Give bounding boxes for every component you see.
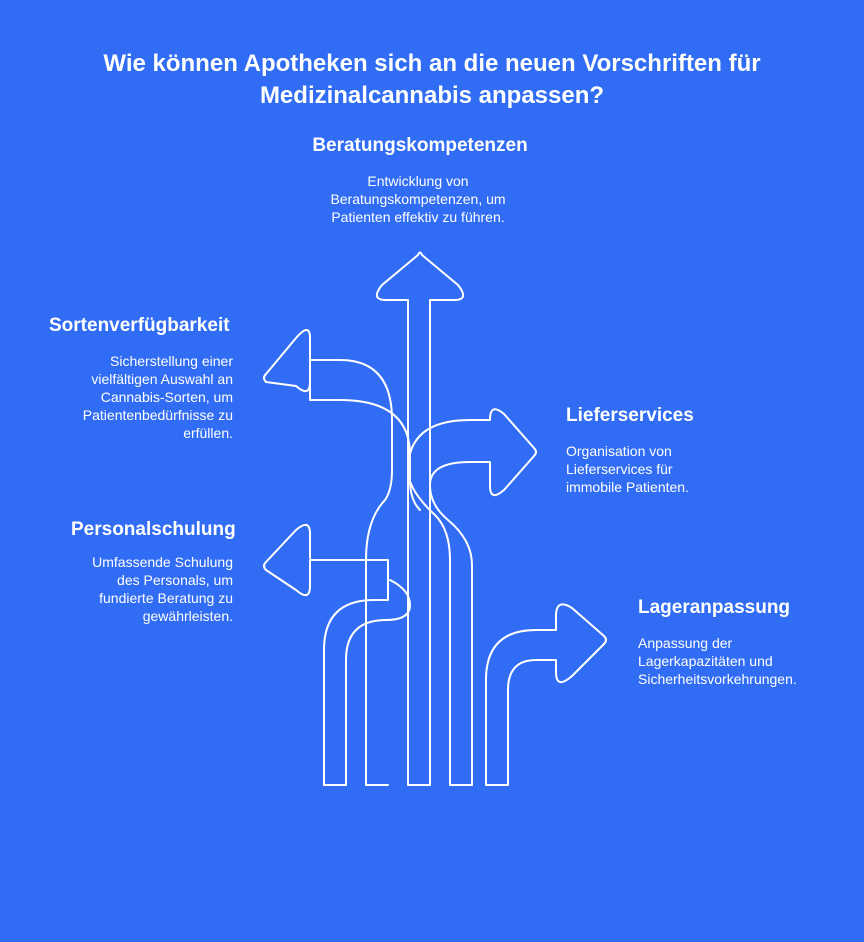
title-line-2: Medizinalcannabis anpassen? bbox=[259, 82, 605, 109]
desc-line: des Personals, um bbox=[117, 572, 233, 588]
arrow-lageranpassung bbox=[486, 604, 606, 785]
desc-line: Lieferservices für bbox=[566, 461, 673, 477]
desc-line: erfüllen. bbox=[183, 425, 233, 441]
arrow-sortenverfuegbarkeit bbox=[264, 330, 420, 785]
arrow-personalschulung bbox=[264, 525, 410, 785]
desc-line: fundierte Beratung zu bbox=[99, 590, 233, 606]
arrow-lieferservices bbox=[408, 409, 536, 785]
desc-line: Patientenbedürfnisse zu bbox=[82, 407, 233, 423]
desc-line: immobile Patienten. bbox=[566, 479, 689, 495]
desc-line: Sicherstellung einer bbox=[110, 353, 233, 369]
heading-sortenverfuegbarkeit: Sortenverfügbarkeit bbox=[49, 315, 230, 336]
title-line-1: Wie können Apotheken sich an die neuen Vorschriften für bbox=[103, 50, 761, 77]
heading-lageranpassung: Lageranpassung bbox=[638, 597, 791, 618]
desc-line: Anpassung der bbox=[638, 635, 733, 651]
heading-beratungskompetenzen: Beratungskompetenzen bbox=[312, 135, 528, 156]
desc-line: Patienten effektiv zu führen. bbox=[331, 209, 505, 225]
heading-lieferservices: Lieferservices bbox=[566, 405, 694, 426]
desc-line: Sicherheitsvorkehrungen. bbox=[638, 671, 797, 687]
desc-line: Cannabis-Sorten, um bbox=[100, 389, 233, 405]
desc-line: Lagerkapazitäten und bbox=[638, 653, 773, 669]
desc-line: gewährleisten. bbox=[142, 608, 233, 624]
desc-line: Umfassende Schulung bbox=[92, 554, 233, 570]
desc-line: Organisation von bbox=[566, 443, 672, 459]
desc-line: vielfältigen Auswahl an bbox=[91, 371, 233, 387]
desc-line: Entwicklung von bbox=[367, 173, 469, 189]
heading-personalschulung: Personalschulung bbox=[71, 519, 236, 540]
desc-line: Beratungskompetenzen, um bbox=[330, 191, 506, 207]
